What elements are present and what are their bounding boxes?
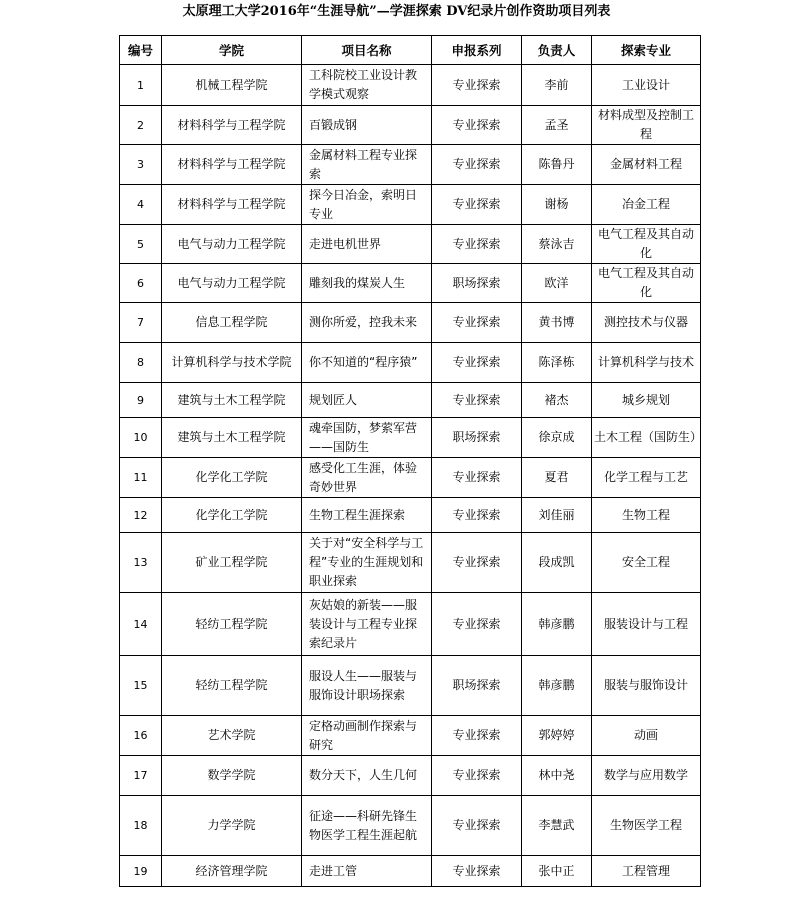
cell-series: 职场探索	[432, 264, 522, 303]
cell-college: 化学化工学院	[162, 458, 302, 498]
cell-major: 金属材料工程	[592, 145, 701, 185]
cell-number: 4	[120, 185, 162, 225]
cell-leader: 徐京成	[522, 418, 592, 458]
cell-project-name: 你不知道的“程序猿”	[302, 343, 432, 383]
cell-project-name: 感受化工生涯，体验奇妙世界	[302, 458, 432, 498]
cell-college: 艺术学院	[162, 716, 302, 756]
cell-number: 19	[120, 856, 162, 887]
table-row	[120, 498, 701, 533]
cell-major: 安全工程	[592, 533, 701, 593]
cell-series: 专业探索	[432, 65, 522, 106]
project-table	[119, 35, 701, 887]
cell-series: 职场探索	[432, 656, 522, 716]
cell-series: 专业探索	[432, 593, 522, 656]
cell-college: 材料科学与工程学院	[162, 145, 302, 185]
cell-college: 机械工程学院	[162, 65, 302, 106]
cell-leader: 谢杨	[522, 185, 592, 225]
cell-series: 专业探索	[432, 185, 522, 225]
table-row	[120, 796, 701, 856]
cell-leader: 蔡泳吉	[522, 225, 592, 264]
cell-number: 6	[120, 264, 162, 303]
cell-major: 服装与服饰设计	[592, 656, 701, 716]
cell-leader: 欧洋	[522, 264, 592, 303]
cell-major: 工程管理	[592, 856, 701, 887]
table-row	[120, 145, 701, 185]
cell-number: 16	[120, 716, 162, 756]
cell-leader: 张中正	[522, 856, 592, 887]
table-row	[120, 383, 701, 418]
cell-series: 专业探索	[432, 106, 522, 145]
cell-college: 建筑与土木工程学院	[162, 383, 302, 418]
cell-project-name: 定格动画制作探索与研究	[302, 716, 432, 756]
cell-project-name: 数分天下，人生几何	[302, 756, 432, 796]
cell-project-name: 生物工程生涯探索	[302, 498, 432, 533]
table-header-row	[120, 36, 701, 65]
table-body	[120, 65, 701, 887]
cell-series: 专业探索	[432, 343, 522, 383]
table-row	[120, 458, 701, 498]
cell-series: 专业探索	[432, 856, 522, 887]
cell-leader: 段成凯	[522, 533, 592, 593]
cell-project-name: 走进电机世界	[302, 225, 432, 264]
cell-college: 计算机科学与技术学院	[162, 343, 302, 383]
cell-leader: 郭婷婷	[522, 716, 592, 756]
cell-number: 15	[120, 656, 162, 716]
cell-number: 3	[120, 145, 162, 185]
cell-project-name: 关于对“安全科学与工程”专业的生涯规划和职业探索	[302, 533, 432, 593]
cell-major: 测控技术与仪器	[592, 303, 701, 343]
cell-series: 专业探索	[432, 498, 522, 533]
cell-college: 电气与动力工程学院	[162, 225, 302, 264]
cell-major: 服装设计与工程	[592, 593, 701, 656]
cell-college: 数学学院	[162, 756, 302, 796]
cell-series: 专业探索	[432, 383, 522, 418]
cell-project-name: 百锻成钢	[302, 106, 432, 145]
cell-number: 14	[120, 593, 162, 656]
cell-number: 5	[120, 225, 162, 264]
cell-college: 力学学院	[162, 796, 302, 856]
cell-series: 专业探索	[432, 145, 522, 185]
cell-number: 17	[120, 756, 162, 796]
table-row	[120, 264, 701, 303]
cell-leader: 孟圣	[522, 106, 592, 145]
cell-leader: 李前	[522, 65, 592, 106]
cell-project-name: 工科院校工业设计教学模式观察	[302, 65, 432, 106]
cell-major: 城乡规划	[592, 383, 701, 418]
cell-leader: 韩彦鹏	[522, 656, 592, 716]
cell-leader: 韩彦鹏	[522, 593, 592, 656]
cell-number: 10	[120, 418, 162, 458]
cell-number: 2	[120, 106, 162, 145]
cell-major: 计算机科学与技术	[592, 343, 701, 383]
cell-college: 材料科学与工程学院	[162, 185, 302, 225]
cell-series: 专业探索	[432, 533, 522, 593]
table-row	[120, 716, 701, 756]
cell-major: 数学与应用数学	[592, 756, 701, 796]
table-row	[120, 185, 701, 225]
cell-college: 矿业工程学院	[162, 533, 302, 593]
cell-college: 经济管理学院	[162, 856, 302, 887]
cell-leader: 林中尧	[522, 756, 592, 796]
cell-leader: 陈鲁丹	[522, 145, 592, 185]
header-major: 探索专业	[592, 36, 701, 65]
table-row	[120, 756, 701, 796]
header-leader: 负责人	[522, 36, 592, 65]
cell-project-name: 测你所爱，控我未来	[302, 303, 432, 343]
cell-project-name: 金属材料工程专业探索	[302, 145, 432, 185]
cell-major: 冶金工程	[592, 185, 701, 225]
header-project-name: 项目名称	[302, 36, 432, 65]
cell-number: 7	[120, 303, 162, 343]
table-row	[120, 225, 701, 264]
cell-project-name: 走进工管	[302, 856, 432, 887]
table-row	[120, 533, 701, 593]
cell-series: 职场探索	[432, 418, 522, 458]
table-row	[120, 593, 701, 656]
cell-major: 电气工程及其自动化	[592, 225, 701, 264]
cell-project-name: 规划匠人	[302, 383, 432, 418]
cell-number: 18	[120, 796, 162, 856]
table-row	[120, 303, 701, 343]
cell-number: 11	[120, 458, 162, 498]
cell-leader: 褚杰	[522, 383, 592, 418]
table-row	[120, 418, 701, 458]
document-title: 太原理工大学2016年“生涯导航”—学涯探索 DV纪录片创作资助项目列表	[182, 4, 611, 19]
cell-college: 轻纺工程学院	[162, 656, 302, 716]
cell-major: 电气工程及其自动化	[592, 264, 701, 303]
header-series: 申报系列	[432, 36, 522, 65]
cell-number: 1	[120, 65, 162, 106]
cell-leader: 李慧武	[522, 796, 592, 856]
cell-leader: 夏君	[522, 458, 592, 498]
cell-college: 轻纺工程学院	[162, 593, 302, 656]
table-row	[120, 656, 701, 716]
cell-major: 生物工程	[592, 498, 701, 533]
cell-series: 专业探索	[432, 796, 522, 856]
table-row	[120, 343, 701, 383]
cell-number: 8	[120, 343, 162, 383]
table-row	[120, 65, 701, 106]
cell-project-name: 魂牵国防，梦萦军营——国防生	[302, 418, 432, 458]
cell-project-name: 探今日冶金，索明日专业	[302, 185, 432, 225]
cell-project-name: 征途——科研先锋生物医学工程生涯起航	[302, 796, 432, 856]
header-college: 学院	[162, 36, 302, 65]
cell-college: 化学化工学院	[162, 498, 302, 533]
cell-leader: 刘佳丽	[522, 498, 592, 533]
cell-number: 9	[120, 383, 162, 418]
cell-series: 专业探索	[432, 458, 522, 498]
table-row	[120, 856, 701, 887]
cell-series: 专业探索	[432, 225, 522, 264]
cell-college: 电气与动力工程学院	[162, 264, 302, 303]
cell-series: 专业探索	[432, 303, 522, 343]
cell-major: 动画	[592, 716, 701, 756]
cell-college: 建筑与土木工程学院	[162, 418, 302, 458]
cell-major: 化学工程与工艺	[592, 458, 701, 498]
cell-project-name: 灰姑娘的新装——服装设计与工程专业探索纪录片	[302, 593, 432, 656]
cell-leader: 陈泽栋	[522, 343, 592, 383]
cell-major: 土木工程（国防生）	[592, 418, 701, 458]
cell-leader: 黄书博	[522, 303, 592, 343]
cell-major: 材料成型及控制工程	[592, 106, 701, 145]
cell-major: 工业设计	[592, 65, 701, 106]
cell-project-name: 雕刻我的煤炭人生	[302, 264, 432, 303]
cell-series: 专业探索	[432, 716, 522, 756]
cell-college: 材料科学与工程学院	[162, 106, 302, 145]
cell-number: 12	[120, 498, 162, 533]
cell-major: 生物医学工程	[592, 796, 701, 856]
cell-project-name: 服设人生——服装与服饰设计职场探索	[302, 656, 432, 716]
table-row	[120, 106, 701, 145]
cell-college: 信息工程学院	[162, 303, 302, 343]
header-number: 编号	[120, 36, 162, 65]
cell-number: 13	[120, 533, 162, 593]
cell-series: 专业探索	[432, 756, 522, 796]
